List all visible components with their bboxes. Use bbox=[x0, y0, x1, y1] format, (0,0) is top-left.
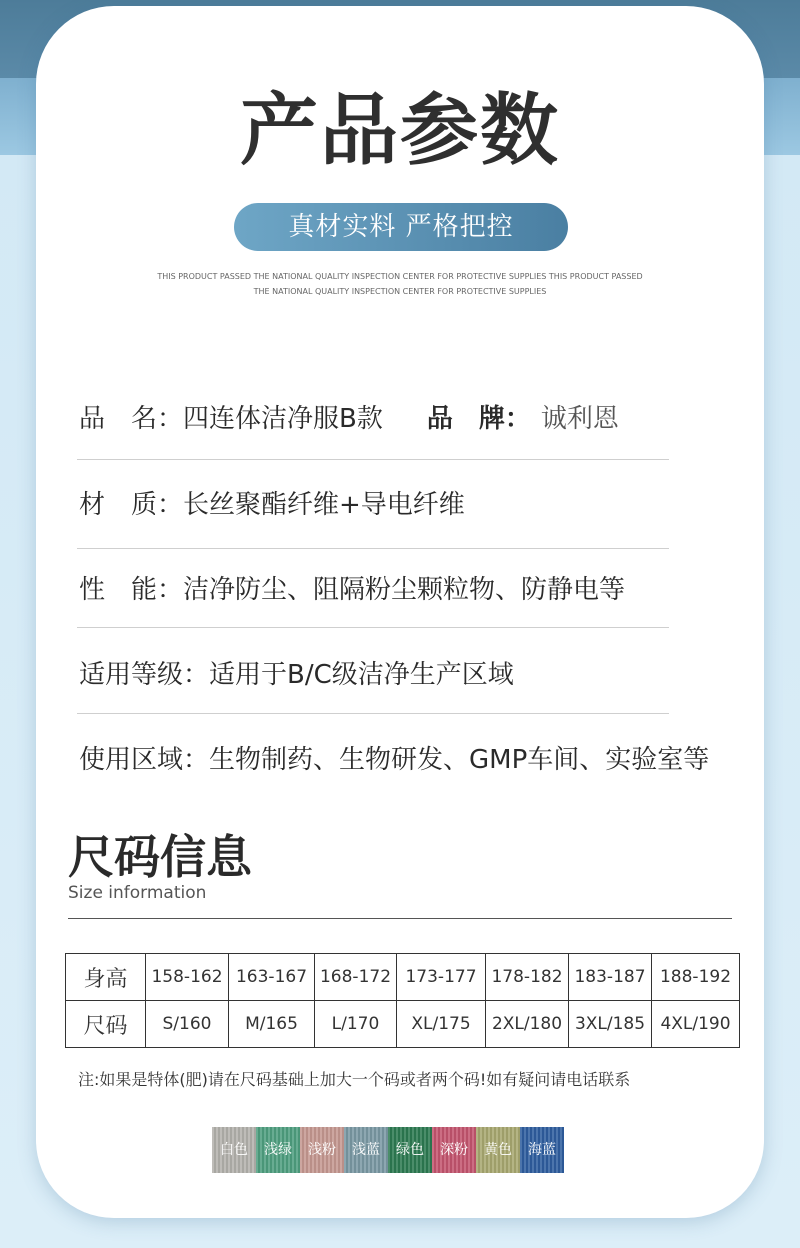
divider bbox=[77, 459, 669, 460]
inspection-note-line-1: THIS PRODUCT PASSED THE NATIONAL QUALITY INSPECTION CENTER FOR PROTECTIVE SUPPLIES THIS PRODUCT PASSED bbox=[157, 272, 643, 281]
param-row-material: 材 质：长丝聚酯纤维+导电纤维 bbox=[79, 490, 465, 520]
height-cell: 163-167 bbox=[229, 954, 315, 1001]
size-section-title: 尺码信息 bbox=[68, 830, 252, 884]
color-swatches bbox=[212, 1127, 564, 1173]
name-label: 品 名： bbox=[79, 404, 184, 434]
size-row bbox=[66, 1001, 740, 1048]
size-cell: 3XL/185 bbox=[569, 1001, 652, 1048]
size-table bbox=[65, 953, 740, 1048]
height-cell: 173-177 bbox=[397, 954, 486, 1001]
size-cell: S/160 bbox=[146, 1001, 229, 1048]
page-title: 产品参数 bbox=[239, 86, 560, 176]
size-cell: L/170 bbox=[315, 1001, 397, 1048]
color-swatch-white[interactable]: 白色 bbox=[212, 1127, 256, 1173]
inspection-note-line-2: THE NATIONAL QUALITY INSPECTION CENTER FOR PROTECTIVE SUPPLIES bbox=[253, 287, 547, 296]
color-swatch-deep-pink[interactable]: 深粉 bbox=[432, 1127, 476, 1173]
color-swatch-light-pink[interactable]: 浅粉 bbox=[300, 1127, 344, 1173]
size-cell: 4XL/190 bbox=[652, 1001, 740, 1048]
size-cell: XL/175 bbox=[397, 1001, 486, 1048]
height-row bbox=[66, 954, 740, 1001]
param-row-area: 使用区域：生物制药、生物研发、GMP车间、实验室等 bbox=[79, 745, 710, 775]
height-header: 身高 bbox=[66, 954, 146, 1001]
size-section-subtitle: Size information bbox=[68, 883, 207, 903]
height-cell: 158-162 bbox=[146, 954, 229, 1001]
height-cell: 178-182 bbox=[486, 954, 569, 1001]
size-cell: M/165 bbox=[229, 1001, 315, 1048]
size-note: 注:如果是特体(肥)请在尺码基础上加大一个码或者两个码!如有疑问请电话联系 bbox=[78, 1070, 631, 1089]
brand-value: 诚利恩 bbox=[540, 404, 619, 434]
brand-label: 品 牌： bbox=[426, 404, 531, 434]
name-value: 四连体洁净服B款 bbox=[183, 404, 383, 434]
size-header: 尺码 bbox=[66, 1001, 146, 1048]
color-swatch-navy[interactable]: 海蓝 bbox=[520, 1127, 564, 1173]
size-section-divider bbox=[68, 918, 732, 919]
divider bbox=[77, 548, 669, 549]
param-row-performance: 性 能：洁净防尘、阻隔粉尘颗粒物、防静电等 bbox=[79, 575, 626, 605]
size-cell: 2XL/180 bbox=[486, 1001, 569, 1048]
color-swatch-green[interactable]: 绿色 bbox=[388, 1127, 432, 1173]
height-cell: 168-172 bbox=[315, 954, 397, 1001]
param-row-name-brand bbox=[79, 406, 619, 432]
color-swatch-light-green[interactable]: 浅绿 bbox=[256, 1127, 300, 1173]
param-row-grade: 适用等级：适用于B/C级洁净生产区域 bbox=[79, 660, 514, 690]
divider bbox=[77, 713, 669, 714]
subtitle-badge: 真材实料 严格把控 bbox=[234, 203, 568, 251]
height-cell: 183-187 bbox=[569, 954, 652, 1001]
height-cell: 188-192 bbox=[652, 954, 740, 1001]
divider bbox=[77, 627, 669, 628]
color-swatch-yellow[interactable]: 黄色 bbox=[476, 1127, 520, 1173]
color-swatch-light-blue[interactable]: 浅蓝 bbox=[344, 1127, 388, 1173]
